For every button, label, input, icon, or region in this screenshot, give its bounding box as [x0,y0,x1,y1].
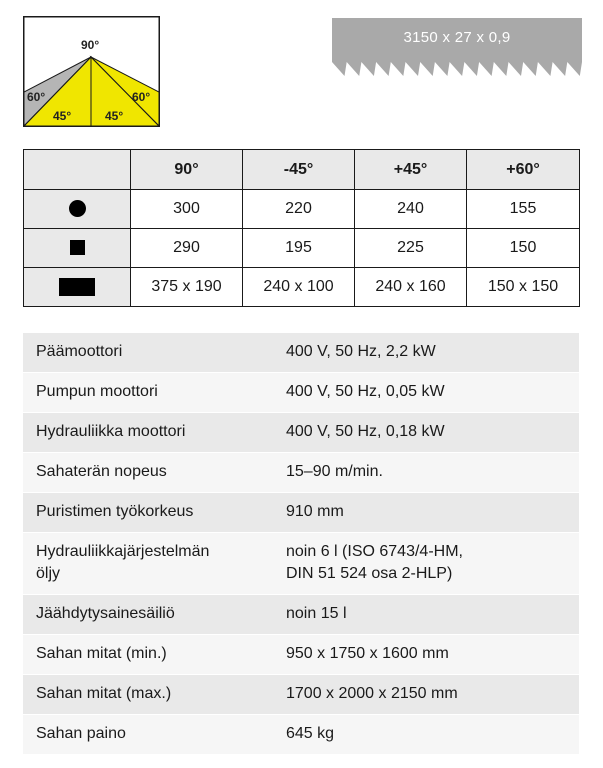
table-cell: 300 [131,190,243,229]
table-cell: 155 [467,190,580,229]
spec-value: 400 V, 50 Hz, 0,18 kW [286,423,445,440]
spec-label: Päämoottori [36,343,123,360]
spec-row [23,373,579,413]
spec-value: 1700 x 2000 x 2150 mm [286,685,458,702]
angle-left-60-label: 60° [27,90,46,104]
capacity-row-rectangle [24,268,580,307]
table-cell: 150 x 150 [467,268,580,307]
round-shape-icon [69,200,86,217]
spec-value: 950 x 1750 x 1600 mm [286,645,449,662]
spec-row [23,715,579,755]
table-cell: 150 [467,229,580,268]
capacity-header-row [24,150,580,190]
angle-right-60-label: 60° [132,90,151,104]
spec-value [278,541,579,585]
spec-label: Sahaterän nopeus [36,463,167,480]
spec-label: Sahan mitat (max.) [36,685,172,702]
spec-row [23,533,579,595]
spec-label: Hydrauliikka moottori [36,423,186,440]
spec-row [23,413,579,453]
table-cell: 240 [355,190,467,229]
rectangle-shape-icon [59,278,95,296]
spec-label: Sahan mitat (min.) [36,645,167,662]
spec-label-line: Hydrauliikkajärjestelmän [36,543,210,560]
table-cell: 220 [243,190,355,229]
square-shape-icon [70,240,85,255]
spec-value: 400 V, 50 Hz, 2,2 kW [286,343,436,360]
saw-blade-graphic [332,18,582,80]
header-angle-90: 90° [131,150,243,190]
spec-value: 910 mm [286,503,344,520]
header-angle-plus-60: +60° [467,150,580,190]
cutting-angle-diagram [23,16,160,127]
table-cell: 375 x 190 [131,268,243,307]
spec-value: noin 15 l [286,605,347,622]
spec-row [23,675,579,715]
spec-value-line: noin 6 l (ISO 6743/4-HM, [286,543,463,560]
cutting-capacity-table [23,149,580,307]
capacity-row-square [24,229,580,268]
header-angle-minus-45: -45° [243,150,355,190]
angle-right-45-label: 45° [105,109,124,123]
spec-label: Sahan paino [36,725,126,742]
spec-row [23,635,579,675]
spec-label-line: öljy [36,565,61,582]
spec-value-line: DIN 51 524 osa 2-HLP) [286,565,453,582]
header-angle-plus-45: +45° [355,150,467,190]
table-cell: 240 x 160 [355,268,467,307]
spec-label: Pumpun moottori [36,383,158,400]
spec-label: Puristimen työkorkeus [36,503,194,520]
capacity-row-round [24,190,580,229]
spec-row [23,493,579,533]
angle-left-45-label: 45° [53,109,72,123]
spec-value: 645 kg [286,725,335,742]
table-cell: 240 x 100 [243,268,355,307]
spec-label: Jäähdytysainesäiliö [36,605,175,622]
spec-value: 15–90 m/min. [286,463,383,480]
table-cell: 195 [243,229,355,268]
table-cell: 225 [355,229,467,268]
header-corner [24,150,131,190]
spec-row [23,333,579,373]
spec-label [23,541,278,585]
blade-dimensions: 3150 x 27 x 0,9 [403,29,511,46]
angle-90-label: 90° [81,38,100,52]
technical-specifications [23,333,579,755]
spec-row [23,453,579,493]
spec-row [23,595,579,635]
table-cell: 290 [131,229,243,268]
spec-value: 400 V, 50 Hz, 0,05 kW [286,383,445,400]
